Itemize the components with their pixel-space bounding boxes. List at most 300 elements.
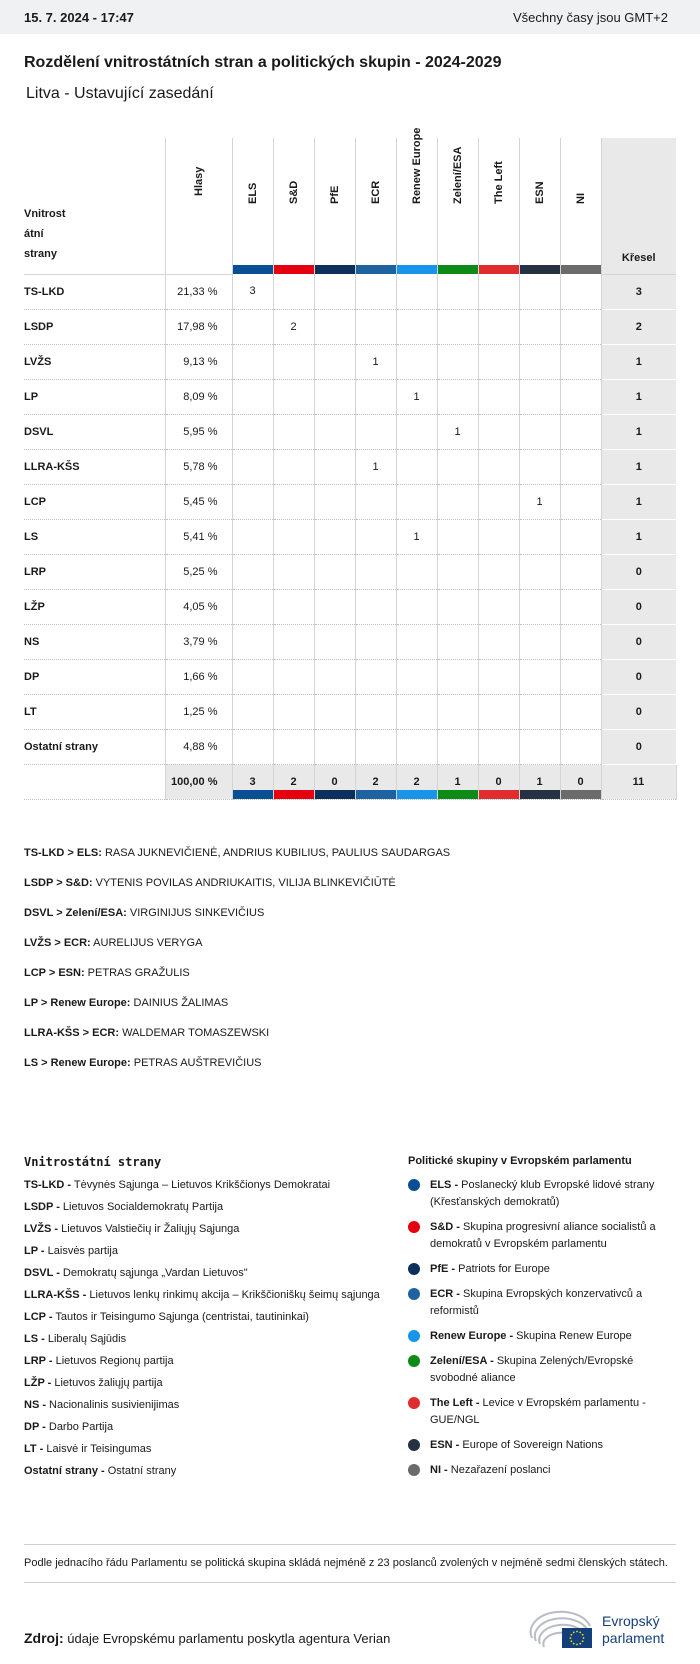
group-seat-cell: 1 [437, 414, 478, 449]
group-column-header [560, 138, 601, 274]
party-abbr: TS-LKD - [24, 1179, 72, 1191]
party-full-name: Lietuvos Valstiečių ir Žaliųjų Sąjunga [58, 1223, 240, 1235]
group-color-bar [397, 265, 437, 274]
group-seat-cell [478, 344, 519, 379]
group-seat-cell [478, 624, 519, 659]
party-name: DSVL [24, 414, 165, 449]
group-full-name: Levice v Evropském parlamentu - GUE/NGL [430, 1397, 646, 1426]
group-total [355, 764, 396, 799]
group-seat-cell [560, 554, 601, 589]
party-votes: 5,25 % [165, 554, 232, 589]
assignment-key: LVŽS > ECR: [24, 937, 91, 949]
group-total [273, 764, 314, 799]
party-seats: 1 [601, 344, 676, 379]
group-total [314, 764, 355, 799]
group-column-label: Zelení/ESA [451, 146, 464, 204]
group-seat-cell [232, 694, 273, 729]
group-seat-cell [355, 519, 396, 554]
party-votes: 8,09 % [165, 379, 232, 414]
group-seat-cell [560, 414, 601, 449]
party-abbr: LT - [24, 1443, 44, 1455]
party-full-name: Lietuvos Regionų partija [52, 1355, 174, 1367]
update-date: 15. 7. 2024 - 17:47 [24, 9, 134, 25]
group-column-label: PfE [328, 185, 341, 204]
assignment-names: WALDEMAR TOMASZEWSKI [119, 1027, 270, 1039]
group-seat-cell [314, 729, 355, 764]
group-total-value: 0 [331, 775, 338, 788]
assignment-key: LLRA-KŠS > ECR: [24, 1027, 120, 1039]
group-seat-cell [437, 519, 478, 554]
group-color-bar [479, 790, 519, 799]
group-seat-cell [355, 484, 396, 519]
party-abbr: LŽP - [24, 1377, 52, 1389]
table-row [24, 659, 676, 694]
group-seat-cell [519, 554, 560, 589]
group-seat-cell [314, 519, 355, 554]
assignment-row [24, 1026, 676, 1056]
group-seat-cell [396, 449, 437, 484]
party-seats: 1 [601, 379, 676, 414]
assignment-names: VIRGINIJUS SINKEVIČIUS [126, 907, 265, 919]
assignment-row [24, 906, 676, 936]
group-seat-cell [273, 519, 314, 554]
party-name: LSDP [24, 309, 165, 344]
party-legend-item [24, 1331, 384, 1347]
assignment-row [24, 876, 676, 906]
totals-label-cell [24, 764, 165, 799]
group-seat-cell [396, 589, 437, 624]
group-seat-cell [232, 344, 273, 379]
group-legend-text [430, 1437, 603, 1454]
group-color-dot-icon [408, 1179, 420, 1191]
party-votes: 5,95 % [165, 414, 232, 449]
group-legend-text [430, 1261, 550, 1278]
party-votes: 5,78 % [165, 449, 232, 484]
party-name: Ostatní strany [24, 729, 165, 764]
group-seat-cell [314, 414, 355, 449]
party-abbr: LVŽS - [24, 1223, 59, 1235]
group-seat-cell [273, 589, 314, 624]
party-abbr: LLRA-KŠS - [24, 1289, 87, 1301]
group-seat-cell [478, 449, 519, 484]
party-full-name: Tėvynės Sąjunga – Lietuvos Krikščionys Demokratai [71, 1179, 331, 1191]
group-seat-cell [560, 589, 601, 624]
group-seat-cell [396, 484, 437, 519]
party-seats: 0 [601, 624, 676, 659]
group-seat-cell [478, 274, 519, 309]
group-seat-cell [396, 694, 437, 729]
group-abbr: S&D - [430, 1221, 460, 1233]
group-seat-cell [560, 379, 601, 414]
votes-column-header: Hlasy [165, 138, 232, 274]
group-abbr: PfE - [430, 1263, 456, 1275]
group-total [560, 764, 601, 799]
group-seat-cell [519, 344, 560, 379]
party-name: LT [24, 694, 165, 729]
source-label: Zdroj: [24, 1630, 64, 1646]
party-votes: 5,41 % [165, 519, 232, 554]
party-full-name: Demokratų sąjunga „Vardan Lietuvos" [59, 1267, 248, 1279]
group-legend-item [408, 1286, 678, 1320]
table-row [24, 729, 676, 764]
group-seat-cell [273, 624, 314, 659]
assignment-key: LCP > ESN: [24, 967, 85, 979]
mep-assignments [24, 846, 676, 1086]
group-color-bar [233, 790, 273, 799]
group-seat-cell [519, 274, 560, 309]
group-color-bar [356, 790, 396, 799]
group-column-header [519, 138, 560, 274]
group-seat-cell [355, 274, 396, 309]
timezone-note: Všechny časy jsou GMT+2 [513, 9, 668, 25]
group-seat-cell [232, 554, 273, 589]
group-seat-cell [560, 624, 601, 659]
group-seat-cell [314, 344, 355, 379]
group-color-bar [520, 265, 560, 274]
group-seat-cell [478, 484, 519, 519]
assignment-row [24, 996, 676, 1026]
party-legend-item [24, 1199, 384, 1215]
group-seat-cell [437, 554, 478, 589]
group-seat-cell [437, 729, 478, 764]
group-legend-text [430, 1177, 678, 1211]
group-full-name: Poslanecký klub Evropské lidové strany (Křesťanských demokratů) [430, 1179, 655, 1208]
assignment-key: LP > Renew Europe: [24, 997, 131, 1009]
assignment-row [24, 936, 676, 966]
group-seat-cell [560, 484, 601, 519]
table-row [24, 344, 676, 379]
party-full-name: Nacionalinis susivienijimas [46, 1399, 180, 1411]
party-full-name: Tautos ir Teisingumo Sąjunga (centristai, tautininkai) [52, 1311, 309, 1323]
group-column-label: Renew Europe [410, 127, 423, 204]
group-seat-cell [355, 309, 396, 344]
group-color-dot-icon [408, 1330, 420, 1342]
group-total-value: 0 [495, 775, 502, 788]
page-subtitle: Litva - Ustavující zasedání [26, 85, 214, 102]
group-seat-cell [437, 624, 478, 659]
party-name: TS-LKD [24, 274, 165, 309]
group-seat-cell [314, 589, 355, 624]
group-total [232, 764, 273, 799]
group-seat-cell [273, 274, 314, 309]
group-seat-cell: 1 [355, 344, 396, 379]
group-column-header [232, 138, 273, 274]
group-seat-cell: 1 [396, 519, 437, 554]
party-name: NS [24, 624, 165, 659]
party-votes: 21,33 % [165, 274, 232, 309]
group-seat-cell [232, 309, 273, 344]
group-total [478, 764, 519, 799]
group-seat-cell [396, 309, 437, 344]
table-row [24, 449, 676, 484]
party-full-name: Lietuvos lenkų rinkimų akcija – Krikščioniškų šeimų sąjunga [86, 1289, 380, 1301]
party-name: LS [24, 519, 165, 554]
party-abbr: DP - [24, 1421, 46, 1433]
party-name: LVŽS [24, 344, 165, 379]
group-total-value: 1 [536, 775, 543, 788]
assignment-key: LS > Renew Europe: [24, 1057, 131, 1069]
european-parliament-logo[interactable] [528, 1604, 676, 1656]
group-seat-cell [355, 554, 396, 589]
group-legend-text [430, 1219, 678, 1253]
group-column-header [437, 138, 478, 274]
assignment-names: RASA JUKNEVIČIENĖ, ANDRIUS KUBILIUS, PAULIUS SAUDARGAS [101, 847, 451, 859]
group-seat-cell [560, 274, 601, 309]
group-seat-cell [560, 449, 601, 484]
group-column-label: The Left [492, 161, 505, 204]
party-legend-item [24, 1221, 384, 1237]
party-name: LLRA-KŠS [24, 449, 165, 484]
party-abbr: LRP - [24, 1355, 53, 1367]
group-seat-cell [396, 414, 437, 449]
party-legend-item [24, 1243, 384, 1259]
group-legend-text [430, 1353, 678, 1387]
group-seat-cell [232, 589, 273, 624]
group-total-value: 2 [413, 775, 420, 788]
group-seat-cell [478, 519, 519, 554]
group-seat-cell [232, 414, 273, 449]
national-parties-heading: Vnitrostátní strany [24, 1155, 162, 1169]
group-seat-cell: 1 [519, 484, 560, 519]
group-abbr: Zelení/ESA - [430, 1355, 494, 1367]
party-legend-item [24, 1375, 384, 1391]
party-seats: 0 [601, 659, 676, 694]
european-parliament-logo-icon [528, 1608, 596, 1652]
group-seat-cell [437, 589, 478, 624]
group-seat-cell [478, 729, 519, 764]
party-abbr: Ostatní strany - [24, 1465, 105, 1477]
group-seat-cell [314, 694, 355, 729]
group-color-bar [561, 265, 601, 274]
group-seat-cell [355, 589, 396, 624]
party-votes: 3,79 % [165, 624, 232, 659]
group-color-bar [274, 265, 314, 274]
group-seat-cell [560, 344, 601, 379]
group-seat-cell [437, 344, 478, 379]
group-seat-cell [355, 624, 396, 659]
party-abbr: DSVL - [24, 1267, 60, 1279]
group-column-header [396, 127, 437, 274]
group-seat-cell [314, 449, 355, 484]
assignment-row [24, 966, 676, 996]
group-seat-cell [314, 624, 355, 659]
group-seat-cell [355, 414, 396, 449]
source-note [24, 1630, 390, 1646]
group-seat-cell [519, 414, 560, 449]
group-color-dot-icon [408, 1263, 420, 1275]
group-full-name: Skupina Zelených/Evropské svobodné aliance [430, 1355, 634, 1384]
group-seat-cell [519, 694, 560, 729]
political-groups-heading: Politické skupiny v Evropském parlamentu [408, 1155, 632, 1167]
group-full-name: Skupina Renew Europe [513, 1330, 632, 1342]
group-seat-cell [519, 309, 560, 344]
group-legend-text [430, 1395, 678, 1429]
group-column-header [478, 138, 519, 274]
group-seat-cell [273, 729, 314, 764]
group-seat-cell [273, 344, 314, 379]
assignment-names: PETRAS AUŠTREVIČIUS [130, 1057, 262, 1069]
group-seat-cell [273, 414, 314, 449]
party-full-name: Lietuvos Socialdemokratų Partija [59, 1201, 224, 1213]
group-abbr: NI - [430, 1464, 448, 1476]
group-seat-cell [273, 659, 314, 694]
table-row [24, 309, 676, 344]
group-seat-cell [560, 309, 601, 344]
group-seat-cell [232, 659, 273, 694]
group-seat-cell [396, 624, 437, 659]
group-seat-cell [232, 624, 273, 659]
party-votes: 9,13 % [165, 344, 232, 379]
group-seat-cell [314, 484, 355, 519]
group-seat-cell [478, 694, 519, 729]
group-full-name: Nezařazení poslanci [447, 1464, 551, 1476]
table-row [24, 274, 676, 309]
group-seat-cell: 1 [396, 379, 437, 414]
totals-row [24, 764, 676, 799]
group-seat-cell [273, 379, 314, 414]
party-name: LŽP [24, 589, 165, 624]
group-full-name: Europe of Sovereign Nations [459, 1439, 604, 1451]
group-seat-cell: 1 [355, 449, 396, 484]
party-name: LCP [24, 484, 165, 519]
group-seat-cell [314, 309, 355, 344]
group-seat-cell [437, 484, 478, 519]
group-column-header [314, 138, 355, 274]
party-legend-item [24, 1287, 384, 1303]
group-seat-cell [519, 729, 560, 764]
party-abbr: NS - [24, 1399, 46, 1411]
group-seat-cell [437, 659, 478, 694]
party-legend-item [24, 1309, 384, 1325]
group-color-bar [397, 790, 437, 799]
assignment-names: AURELIJUS VERYGA [90, 937, 203, 949]
group-seat-cell [396, 659, 437, 694]
party-full-name: Liberalų Sąjūdis [44, 1333, 127, 1345]
group-legend-item [408, 1328, 678, 1345]
group-full-name: Patriots for Europe [455, 1263, 550, 1275]
total-votes: 100,00 % [165, 764, 232, 799]
party-legend-item [24, 1397, 384, 1413]
group-seat-cell [314, 659, 355, 694]
group-color-bar [479, 265, 519, 274]
table-row [24, 589, 676, 624]
party-full-name: Laisvės partija [44, 1245, 118, 1257]
party-full-name: Lietuvos žaliųjų partija [51, 1377, 163, 1389]
party-abbr: LCP - [24, 1311, 53, 1323]
party-name: DP [24, 659, 165, 694]
group-abbr: The Left - [430, 1397, 480, 1409]
group-total-value: 2 [290, 775, 297, 788]
group-seat-cell [355, 659, 396, 694]
group-color-dot-icon [408, 1221, 420, 1233]
assignment-key: TS-LKD > ELS: [24, 847, 102, 859]
group-color-bar [274, 790, 314, 799]
seat-distribution-table [24, 127, 677, 800]
group-column-label: ECR [369, 180, 382, 204]
party-abbr: LS - [24, 1333, 45, 1345]
party-name: LRP [24, 554, 165, 589]
group-seat-cell [437, 379, 478, 414]
group-seat-cell [355, 694, 396, 729]
table-row [24, 379, 676, 414]
group-color-bar [561, 790, 601, 799]
table-row [24, 414, 676, 449]
party-full-name: Laisvė ir Teisingumas [43, 1443, 152, 1455]
party-votes: 4,88 % [165, 729, 232, 764]
group-total [519, 764, 560, 799]
group-seat-cell [560, 729, 601, 764]
group-seat-cell [519, 379, 560, 414]
assignment-key: LSDP > S&D: [24, 877, 93, 889]
group-seat-cell [478, 659, 519, 694]
group-seat-cell: 2 [273, 309, 314, 344]
party-seats: 1 [601, 414, 676, 449]
group-seat-cell [478, 589, 519, 624]
source-text: údaje Evropskému parlamentu poskytla agentura Verian [63, 1631, 391, 1646]
assignment-names: DAINIUS ŽALIMAS [130, 997, 229, 1009]
group-total-value: 0 [577, 775, 584, 788]
group-column-label: NI [574, 193, 587, 204]
group-seat-cell [519, 589, 560, 624]
group-seat-cell [478, 414, 519, 449]
party-full-name: Darbo Partija [45, 1421, 114, 1433]
group-color-bar [356, 265, 396, 274]
total-seats: 11 [601, 764, 676, 799]
party-seats: 0 [601, 729, 676, 764]
group-seat-cell [232, 379, 273, 414]
party-legend-item [24, 1265, 384, 1281]
group-seat-cell [273, 554, 314, 589]
group-color-bar [315, 790, 355, 799]
group-seat-cell [232, 729, 273, 764]
group-total-value: 1 [454, 775, 461, 788]
party-seats: 0 [601, 694, 676, 729]
party-column-header: Vnitrost átní strany [24, 138, 165, 274]
group-seat-cell: 3 [232, 274, 273, 309]
party-full-name: Ostatní strany [104, 1465, 177, 1477]
group-column-header [355, 138, 396, 274]
group-color-dot-icon [408, 1288, 420, 1300]
logo-line-2: parlament [602, 1630, 665, 1646]
group-color-dot-icon [408, 1355, 420, 1367]
table-row [24, 624, 676, 659]
group-seat-cell [519, 659, 560, 694]
group-full-name: Skupina progresivní aliance socialistů a demokratů v Evropském parlamentu [430, 1221, 656, 1250]
assignment-names: PETRAS GRAŽULIS [84, 967, 190, 979]
group-legend-item [408, 1353, 678, 1387]
group-seat-cell [355, 729, 396, 764]
party-seats: 0 [601, 554, 676, 589]
group-seat-cell [560, 519, 601, 554]
group-legend-text [430, 1328, 632, 1345]
logo-line-1: Evropský [602, 1613, 660, 1629]
group-color-dot-icon [408, 1397, 420, 1409]
group-seat-cell [478, 554, 519, 589]
party-seats: 2 [601, 309, 676, 344]
table-row [24, 694, 676, 729]
party-seats: 1 [601, 449, 676, 484]
group-seat-cell [396, 344, 437, 379]
party-votes: 17,98 % [165, 309, 232, 344]
group-abbr: ESN - [430, 1439, 460, 1451]
group-total-value: 2 [372, 775, 379, 788]
assignment-row [24, 846, 676, 876]
party-legend-item [24, 1177, 384, 1193]
group-column-label: S&D [287, 180, 300, 204]
group-legend-text [430, 1286, 678, 1320]
group-seat-cell [519, 624, 560, 659]
group-abbr: Renew Europe - [430, 1330, 514, 1342]
